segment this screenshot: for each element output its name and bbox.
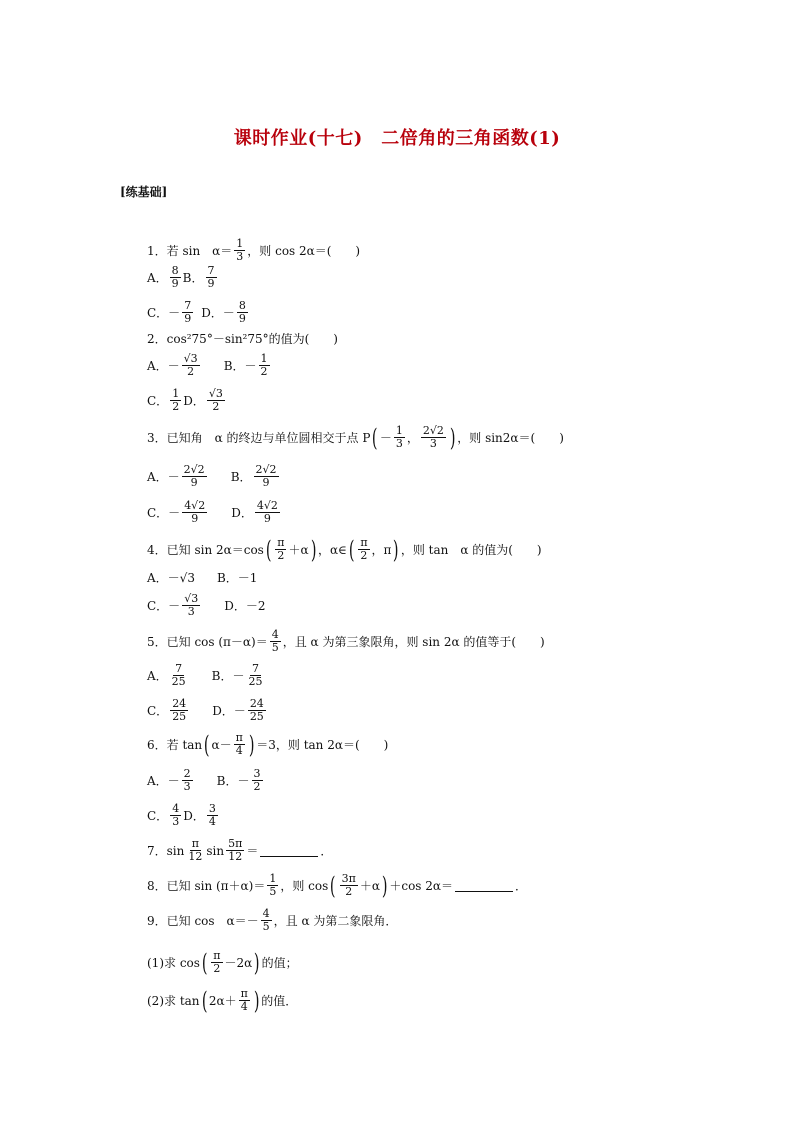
question-3-options-cd: C．－ $\frac{4√2}{9}$ D． $\frac{4√2}{9}$ (147, 499, 278, 525)
question-5-options-cd: C． $\frac{24}{25}$ D．－ $\frac{24}{25}$ (147, 697, 264, 723)
question-3: 3．已知角 α 的终边与单位圆相交于点 P ( － $\frac{1}{3}$ ， $\frac{2√2}{3}$ ) ，则 sin2α＝( ) (147, 423, 564, 452)
question-5-options-ab: A． $\frac{7}{25}$ B．－ $\frac{7}{25}$ (147, 662, 263, 688)
question-2: 2．cos²75°－sin²75°的值为( ) (147, 332, 338, 346)
question-1: 1．若 sin α＝ $\frac{1}{3}$ ，则 cos 2α＝( ) (147, 237, 361, 263)
question-8: 8．已知 sin (π＋α)＝ $\frac{1}{5}$ ，则 cos ( $\frac{3\pi}{2}$ ＋α ) ＋cos 2α＝ ． (147, 871, 528, 900)
question-4: 4．已知 sin 2α＝cos ( $\frac{\pi}{2}$ ＋α ) ，α∈ ( $\frac{\pi}{2}$ ，π ) ，则 tan α 的值为( ) (147, 535, 542, 564)
section-heading: [练基础] (120, 185, 168, 199)
question-6-options-cd: C． $\frac{4}{3}$ D． $\frac{3}{4}$ (147, 802, 216, 828)
question-6-options-ab: A．－ $\frac{2}{3}$ B．－ $\frac{3}{2}$ (147, 767, 261, 793)
question-4-options-cd: C．－ $\frac{√3}{3}$ D．－2 (147, 592, 266, 618)
question-1-options-cd: C．－ $\frac{7}{9}$ D．－ $\frac{8}{9}$ (147, 299, 246, 325)
answer-blank[interactable] (260, 844, 318, 857)
fraction: $\frac{1}{3}$ (236, 237, 244, 263)
question-9-part-2: (2)求 tan ( 2α＋ $\frac{\pi}{4}$ ) 的值． (147, 986, 298, 1015)
question-9-part-1: (1)求 cos ( $\frac{\pi}{2}$ －2α ) 的值； (147, 948, 298, 977)
answer-blank[interactable] (455, 879, 513, 892)
question-3-options-ab: A．－ $\frac{2√2}{9}$ B． $\frac{2√2}{9}$ (147, 463, 277, 489)
question-7: 7．sin $\frac{\pi}{12}$ sin $\frac{5\pi}{12}$ ＝ ． (147, 837, 333, 863)
question-9: 9．已知 cos α＝－ $\frac{4}{5}$ ，且 α 为第二象限角． (147, 907, 398, 933)
page-title: 课时作业(十七) 二倍角的三角函数(1) (233, 128, 561, 149)
question-2-options-cd: C． $\frac{1}{2}$ D． $\frac{√3}{2}$ (147, 387, 223, 413)
question-5: 5．已知 cos (π－α)＝ $\frac{4}{5}$ ，且 α 为第三象限角，则 sin 2α 的值等于( ) (147, 628, 545, 654)
question-1-options-ab: A． $\frac{8}{9}$ B． $\frac{7}{9}$ (147, 264, 215, 290)
question-6: 6．若 tan ( α－ $\frac{\pi}{4}$ ) ＝3，则 tan 2α＝( ) (147, 730, 389, 759)
question-2-options-ab: A．－ $\frac{√3}{2}$ B．－ $\frac{1}{2}$ (147, 352, 268, 378)
question-4-options-ab: A．－√3 B．－1 (147, 571, 258, 585)
